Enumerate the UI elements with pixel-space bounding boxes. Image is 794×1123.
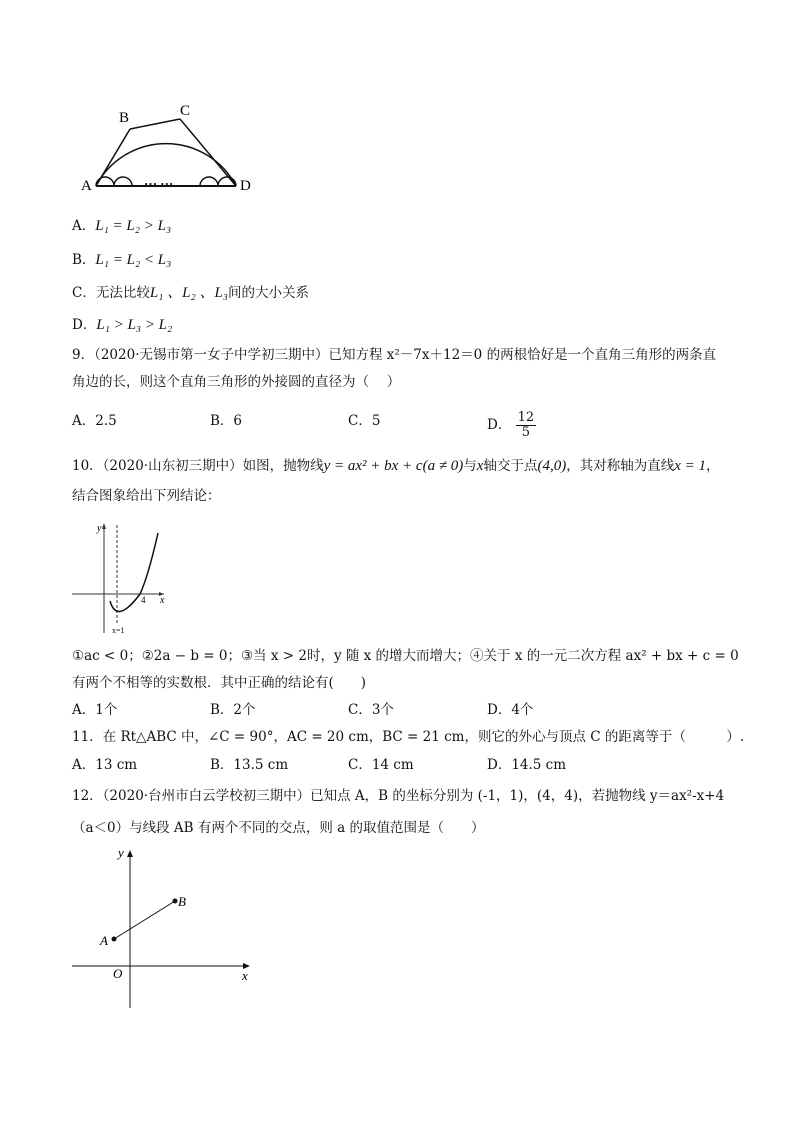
fig12-point-a-label: A — [100, 933, 108, 948]
q9-option-d: D． $\frac{12}{5}$ — [487, 410, 535, 440]
q12-line-1: 12．（2020·台州市白云学校初三期中）已知点 A，B 的坐标分别为 (-1，1)，(4，4)，若抛物线 y＝ax²-x+4 — [72, 788, 725, 804]
q10-line-4: 有两个不相等的实数根．其中正确的结论有( ) — [72, 675, 367, 691]
q11-option-b: B．13.5 cm — [210, 757, 289, 773]
q10-option-b: B．2个 — [210, 702, 256, 718]
q10-line-1: 10．（2020·山东初三期中）如图，抛物线y = ax² + bx + c(a ≠ 0)与x轴交于点(4,0)，其对称轴为直线x = 1， — [72, 458, 720, 474]
q8-option-d-math: L₁ > L₃ > L₂ — [96, 317, 173, 333]
q12-line-2: （a＜0）与线段 AB 有两个不同的交点，则 a 的取值范围是（ ） — [72, 820, 485, 836]
semicircle-figure — [78, 92, 263, 194]
point-d-label: D — [240, 178, 251, 194]
dots-label: … … — [144, 173, 174, 188]
fig10-x-label: x — [160, 595, 165, 606]
q9-option-a: A．2.5 — [72, 413, 117, 429]
q8-option-c: C．无法比较L₁ 、L₂ 、L₃间的大小关系 — [72, 285, 310, 301]
fig12-x-label: x — [242, 968, 248, 983]
fig12-point-b-label: B — [178, 894, 186, 909]
q9-option-d-fraction: $\frac{12}{5}$ — [517, 410, 535, 440]
point-a-label: A — [81, 178, 92, 194]
q8-option-a: A．L₁ = L₂ > L₃ — [72, 218, 172, 234]
q11-option-d: D．14.5 cm — [487, 757, 567, 773]
q11-line-1: 11．在 Rt△ABC 中，∠C = 90°，AC = 20 cm，BC = 21 cm，则它的外心与顶点 C 的距离等于（ ）. — [72, 729, 745, 745]
segment-ab-figure — [68, 843, 268, 1013]
fig10-axis-label: x=1 — [112, 626, 125, 635]
parabola-figure — [70, 515, 180, 637]
q9-line-1: 9．（2020·无锡市第一女子中学初三期中）已知方程 x²－7x＋12＝0 的两根恰好是一个直角三角形的两条直 — [72, 347, 717, 363]
point-c-label: C — [180, 103, 191, 119]
q10-option-c: C．3个 — [348, 702, 394, 718]
q10-conditions: ①ac < 0；②2a − b = 0；③当 x > 2时，y 随 x 的增大而增大；④关于 x 的一元二次方程 ax² + bx + c = 0 — [72, 648, 739, 664]
q10-option-a: A．1个 — [72, 702, 118, 718]
q9-option-c: C．5 — [348, 413, 381, 429]
q8-option-b: B．L₁ = L₂ < L₃ — [72, 252, 172, 268]
q10-line-2: 结合图象给出下列结论： — [72, 488, 221, 504]
q10-option-d: D．4个 — [487, 702, 534, 718]
fig10-four-label: 4 — [141, 595, 146, 605]
q9-option-b: B．6 — [210, 413, 243, 429]
q11-option-c: C．14 cm — [348, 757, 414, 773]
q8-option-a-math: L₁ = L₂ > L₃ — [95, 218, 172, 234]
q11-option-a: A．13 cm — [72, 757, 138, 773]
q8-option-d: D．L₁ > L₃ > L₂ — [72, 317, 173, 333]
q9-line-2: 角边的长，则这个直角三角形的外接圆的直径为（ ） — [72, 374, 401, 390]
fig10-y-label: y — [97, 523, 102, 534]
q8-option-b-math: L₁ = L₂ < L₃ — [95, 252, 172, 268]
fig12-y-label: y — [118, 845, 124, 860]
fig12-origin-label: O — [113, 966, 123, 981]
point-b-label: B — [119, 110, 130, 126]
q8-option-c-math: L₁ 、L₂ 、L₃ — [149, 285, 229, 301]
